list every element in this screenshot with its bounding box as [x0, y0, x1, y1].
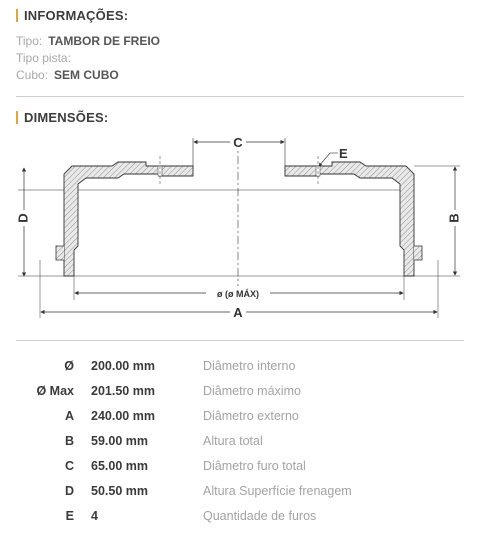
section-divider: [16, 340, 464, 341]
info-section-title: [16, 8, 128, 23]
dim-d-label: D: [15, 213, 31, 223]
spec-value: 65.00 mm: [91, 459, 148, 473]
info-label: Tipo:: [16, 34, 43, 48]
flange-left: [56, 246, 64, 260]
dimensions-section-title: [16, 110, 108, 125]
spec-description: Diâmetro interno: [203, 359, 296, 373]
dimensions-title: DIMENSÕES:: [24, 110, 109, 125]
drum-section: [64, 162, 414, 276]
spec-description: Diâmetro máximo: [203, 384, 301, 398]
dim-e-leader: [319, 153, 330, 166]
spec-row: [0, 484, 480, 504]
dim-diameter-label: ø (ø MÁX): [217, 289, 259, 299]
spec-row: [0, 409, 480, 429]
spec-description: Altura total: [203, 434, 263, 448]
spec-row: [0, 359, 480, 379]
dim-b-label: B: [446, 213, 462, 223]
info-value: SEM CUBO: [54, 68, 119, 82]
spec-row: [0, 434, 480, 454]
spec-symbol: B: [64, 434, 74, 448]
spec-symbol: A: [64, 409, 74, 423]
info-label: Cubo:: [16, 68, 49, 82]
spec-symbol: Ø Max: [36, 384, 74, 398]
spec-description: Diâmetro externo: [203, 409, 299, 423]
spec-symbol: Ø: [64, 359, 74, 373]
flange-right: [414, 246, 422, 260]
info-row-tipo: [16, 34, 160, 48]
dim-c-label: C: [233, 135, 243, 150]
spec-row: [0, 509, 480, 529]
spec-value: 200.00 mm: [91, 359, 155, 373]
spec-symbol: E: [65, 509, 74, 523]
section-divider: [16, 96, 464, 97]
spec-row: [0, 459, 480, 479]
spec-value: 4: [91, 509, 98, 523]
spec-row: [0, 384, 480, 404]
brake-drum-drawing: [0, 128, 480, 328]
spec-value: 240.00 mm: [91, 409, 155, 423]
dim-e-label: E: [339, 146, 348, 161]
accent-bar: [16, 111, 18, 124]
spec-description: Altura Superfície frenagem: [203, 484, 352, 498]
info-row-cubo: [16, 68, 119, 82]
spec-symbol: D: [64, 484, 74, 498]
spec-value: 201.50 mm: [91, 384, 155, 398]
info-title: INFORMAÇÕES:: [24, 8, 129, 23]
dim-a-label: A: [233, 305, 243, 320]
spec-description: Quantidade de furos: [203, 509, 317, 523]
spec-symbol: C: [64, 459, 74, 473]
spec-description: Diâmetro furo total: [203, 459, 306, 473]
info-row-tipo-pista: [16, 51, 77, 65]
accent-bar: [16, 9, 18, 22]
info-value: TAMBOR DE FREIO: [48, 34, 161, 48]
spec-value: 50.50 mm: [91, 484, 148, 498]
info-label: Tipo pista:: [16, 51, 71, 65]
spec-value: 59.00 mm: [91, 434, 148, 448]
